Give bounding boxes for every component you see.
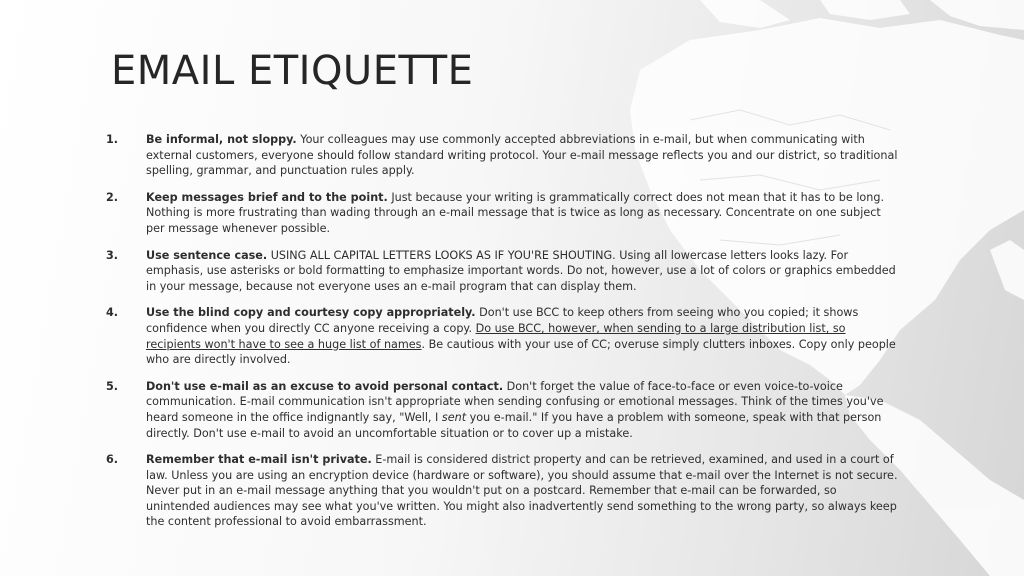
item-heading: Keep messages brief and to the point.	[146, 190, 388, 204]
item-text: Your colleagues may use commonly accepted abbreviations in e-mail, but when communicating with external customers, everyone should follow standard writing protocol. Your e-mail message reflects you and our district, so traditional spelling, grammar, and punctuation rules apply.	[146, 133, 898, 178]
item-number: 1.	[106, 133, 119, 146]
item-number: 5.	[106, 379, 119, 393]
etiquette-list	[106, 132, 900, 541]
item-text: USING ALL CAPITAL LETTERS LOOKS AS IF YOU'RE SHOUTING. Using all lowercase letters looks lazy. For emphasis, use asterisks or bold formatting to emphasize important words. Do not, however, use a lot of colors or graphics embedded in your message, because not everyone uses an e-mail program that can display them.	[146, 248, 896, 293]
item-body	[146, 190, 900, 237]
list-item	[106, 190, 900, 237]
item-body	[146, 452, 900, 530]
list-item	[106, 132, 900, 179]
item-number: 4.	[106, 306, 119, 320]
item-text: . Be cautious with your use of CC; overuse simply clutters inboxes. Copy only people who are directly involved.	[146, 337, 896, 367]
item-text: Don't use BCC to keep others from seeing who you copied; it shows confidence when you directly CC anyone receiving a copy.	[146, 306, 859, 335]
list-item	[106, 379, 900, 441]
list-item	[106, 452, 900, 530]
item-heading: Remember that e-mail isn't private.	[146, 453, 372, 467]
slide-title: EMAIL ETIQUETTE	[111, 48, 474, 94]
item-body	[146, 379, 900, 441]
item-number: 6.	[106, 453, 119, 467]
item-underlined-text: Do use BCC, however, when sending to a large distribution list, so recipients won't have to see a huge list of names	[146, 321, 846, 351]
item-text: Just because your writing is grammatically correct does not mean that it has to be long. Nothing is more frustrating than wading through an e-mail message that is twice as long as necessary. Concentrate on one subject per message whenever possible.	[146, 190, 885, 235]
item-text: you e-mail." If you have a problem with someone, speak with that person directly. Don't use e-mail to avoid an uncomfortable situation or to cover up a mistake.	[146, 410, 882, 440]
list-item	[106, 248, 900, 295]
item-heading: Use the blind copy and courtesy copy appropriately.	[146, 306, 476, 320]
item-italic-text: sent	[441, 410, 467, 424]
item-text: Don't forget the value of face-to-face or even voice-to-voice communication. E-mail communication isn't appropriate when sending confusing or emotional messages. Think of the times you've heard someone in the office indignantly say, "Well, I	[146, 379, 884, 424]
item-heading: Be informal, not sloppy.	[146, 133, 297, 146]
list-item	[106, 305, 900, 367]
item-heading: Use sentence case.	[146, 248, 268, 262]
item-body	[146, 248, 900, 295]
item-number: 2.	[106, 190, 119, 204]
item-text: E-mail is considered district property and can be retrieved, examined, and used in a court of law. Unless you are using an encryption device (hardware or software), you should assume that e-mail over the Internet is not secure. Never put in an e-mail message anything that you wouldn't put on a postcard. Remember that e-mail can be forwarded, so unintended audiences may see what you've written. You might also inadvertently send something to the wrong party, so always keep the content professional to avoid embarrassment.	[146, 453, 898, 529]
item-body	[146, 132, 900, 179]
item-number: 3.	[106, 248, 119, 262]
item-heading: Don't use e-mail as an excuse to avoid personal contact.	[146, 379, 504, 393]
item-body	[146, 305, 900, 367]
